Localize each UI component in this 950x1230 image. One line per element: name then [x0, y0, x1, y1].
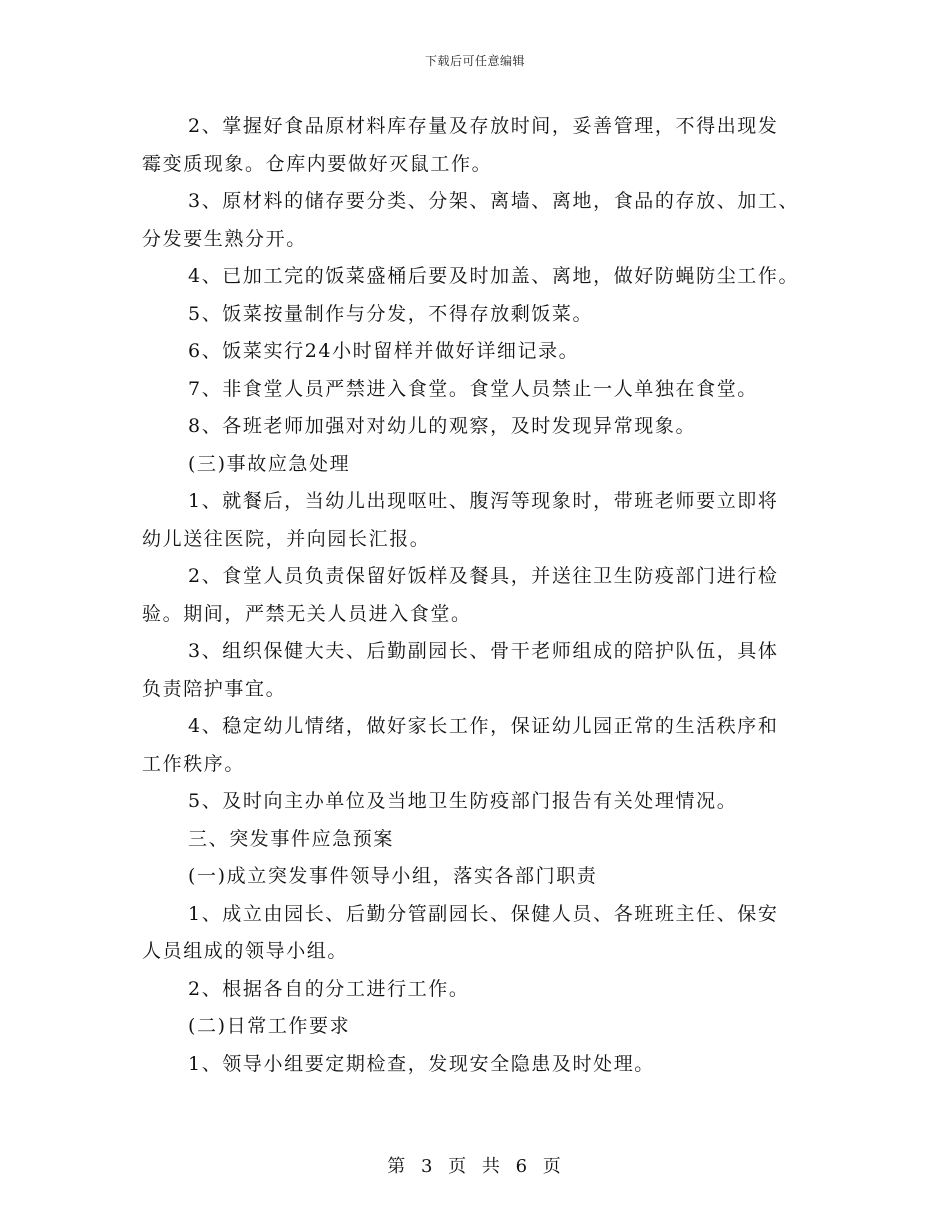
text-line: 3、原材料的储存要分类、分架、离墙、离地，食品的存放、加工、: [188, 190, 800, 212]
text-line: 1、就餐后，当幼儿出现呕吐、腹泻等现象时，带班老师要立即将: [188, 490, 779, 512]
text-line: (三)事故应急处理: [188, 452, 351, 475]
footer-total-pages: 6: [515, 1156, 530, 1177]
text-line: 工作秩序。: [142, 752, 246, 775]
text-line: 4、已加工完的饭菜盛桶后要及时加盖、离地，做好防蝇防尘工作。: [188, 265, 800, 287]
footer-suffix: 页: [542, 1156, 563, 1177]
text-line: 5、饭菜按量制作与分发，不得存放剩饭菜。: [188, 302, 594, 325]
text-line: 2、根据各自的分工进行工作。: [188, 977, 470, 1000]
text-line: 负责陪护事宜。: [142, 677, 287, 700]
footer-prefix: 第: [387, 1156, 408, 1177]
footer-page-word: 页: [448, 1156, 469, 1177]
text-line: 8、各班老师加强对对幼儿的观察，及时发现异常现象。: [188, 415, 697, 437]
text-line: 分发要生熟分开。: [142, 227, 307, 250]
text-line: 1、领导小组要定期检查，发现安全隐患及时处理。: [188, 1052, 655, 1075]
text-line: 三、突发事件应急预案: [188, 827, 395, 850]
page-footer: [0, 1152, 950, 1178]
text-line: 3、组织保健大夫、后勤副园长、骨干老师组成的陪护队伍，具体: [188, 640, 779, 662]
footer-total-word: 共: [481, 1156, 502, 1177]
text-line: 霉变质现象。仓库内要做好灭鼠工作。: [142, 152, 493, 175]
document-body: [142, 108, 822, 1083]
page-header-note: 下载后可任意编辑: [424, 54, 525, 68]
text-line: 幼儿送往医院，并向园长汇报。: [142, 527, 431, 550]
text-line: 4、稳定幼儿情绪，做好家长工作，保证幼儿园正常的生活秩序和: [188, 715, 779, 737]
text-line: (二)日常工作要求: [188, 1015, 351, 1037]
text-line: (一)成立突发事件领导小组，落实各部门职责: [188, 865, 598, 887]
text-line: 7、非食堂人员严禁进入食堂。食堂人员禁止一人单独在食堂。: [188, 377, 758, 400]
text-line: 验。期间，严禁无关人员进入食堂。: [142, 602, 472, 625]
text-line: 人员组成的领导小组。: [142, 940, 349, 962]
text-line: 2、掌握好食品原材料库存量及存放时间，妥善管理，不得出现发: [188, 115, 779, 137]
text-line: 6、饭菜实行24小时留样并做好详细记录。: [188, 340, 580, 362]
text-line: 1、成立由园长、后勤分管副园长、保健人员、各班班主任、保安: [188, 902, 779, 925]
text-line: 5、及时向主办单位及当地卫生防疫部门报告有关处理情况。: [188, 790, 738, 812]
text-line: 2、食堂人员负责保留好饭样及餐具，并送往卫生防疫部门进行检: [188, 565, 779, 587]
footer-current-page: 3: [420, 1156, 435, 1177]
